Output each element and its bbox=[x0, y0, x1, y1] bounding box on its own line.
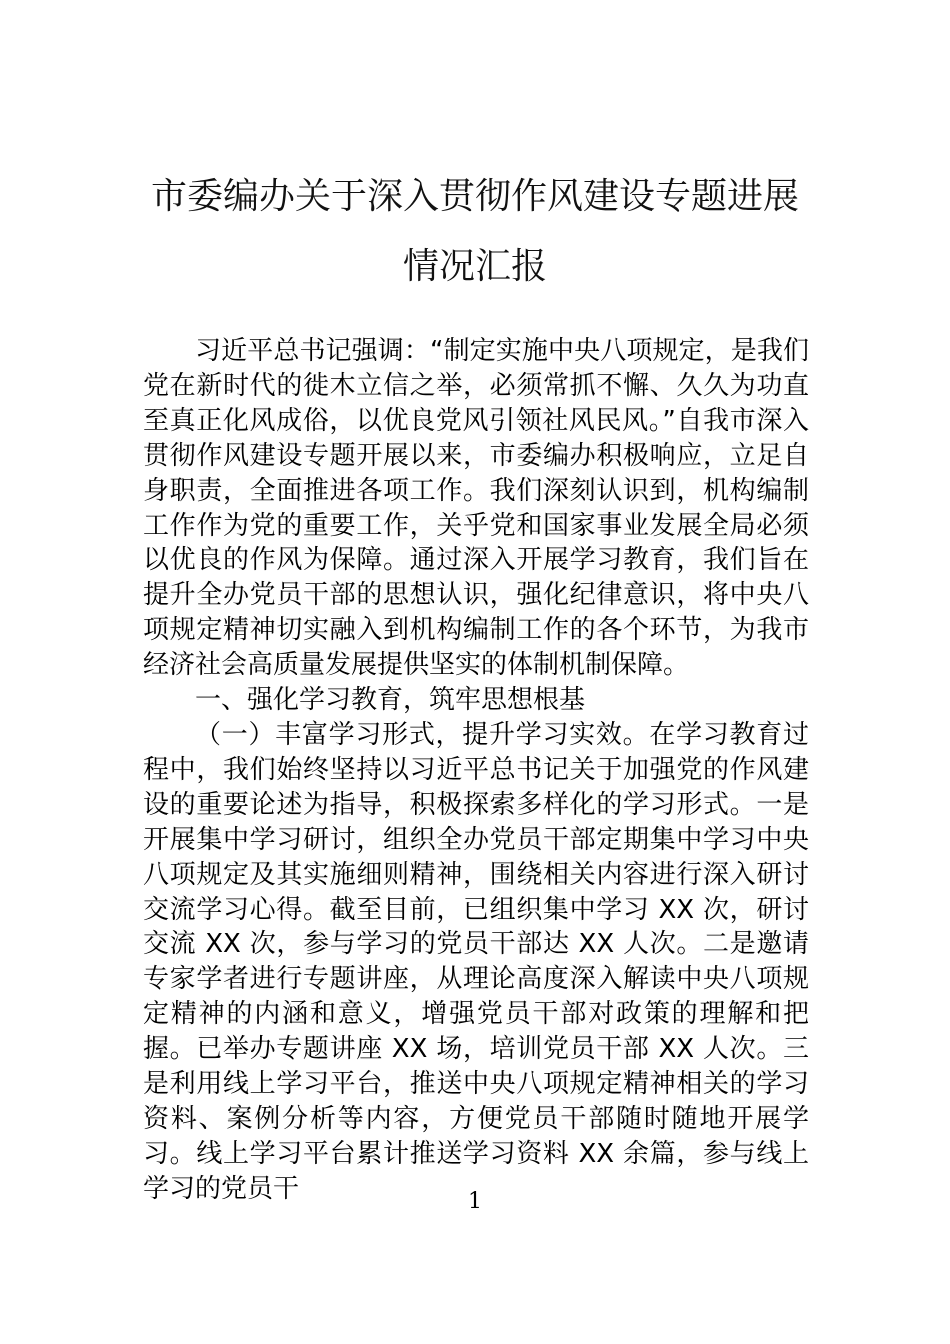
page-number: 1 bbox=[468, 1189, 482, 1214]
document-title-line-1: 市委编办关于深入贯彻作风建设专题进展 bbox=[150, 176, 799, 217]
document-body bbox=[143, 334, 809, 1207]
document-title-line-2: 情况汇报 bbox=[402, 246, 547, 287]
section-heading-1: 一、强化学习教育，筑牢思想根基 bbox=[195, 685, 586, 716]
subsection-paragraph-1: （一）丰富学习形式，提升学习实效。在学习教育过程中，我们始终坚持以习近平总书记关于加强党的作风建设的重要论述为指导，积极探索多样化的学习形式。一是开展集中学习研讨，组织全办党员干部定期集中学习中央八项规定及其实施细则精神，围绕相关内容进行深入研讨交流学习心得。截至目前，已组织集中学习 XX 次，研讨交流 XX 次，参与学习的党员干部达 XX 人次。二是邀请专家学者进行专题讲座，从理论高度深入解读中央八项规定精神的内涵和意义，增强党员干部对政策的理解和把握。已举办专题讲座 XX 场，培训党员干部 XX 人次。三是利用线上学习平台，推送中央八项规定精神相关的学习资料、案例分析等内容，方便党员干部随时随地开展学习。线上学习平台累计推送学习资料 XX 余篇，参与线上学习的党员干 bbox=[143, 719, 809, 1204]
intro-paragraph: 习近平总书记强调：“制定实施中央八项规定，是我们党在新时代的徙木立信之举，必须常抓不懈、久久为功直至真正化风成俗，以优良党风引领社风民风。”自我市深入贯彻作风建设专题开展以来，市委编办积极响应，立足自身职责，全面推进各项工作。我们深刻认识到，机构编制工作作为党的重要工作，关乎党和国家事业发展全局必须以优良的作风为保障。通过深入开展学习教育，我们旨在提升全办党员干部的思想认识，强化纪律意识，将中央八项规定精神切实融入到机构编制工作的各个环节，为我市经济社会高质量发展提供坚实的体制机制保障。 bbox=[143, 336, 809, 681]
